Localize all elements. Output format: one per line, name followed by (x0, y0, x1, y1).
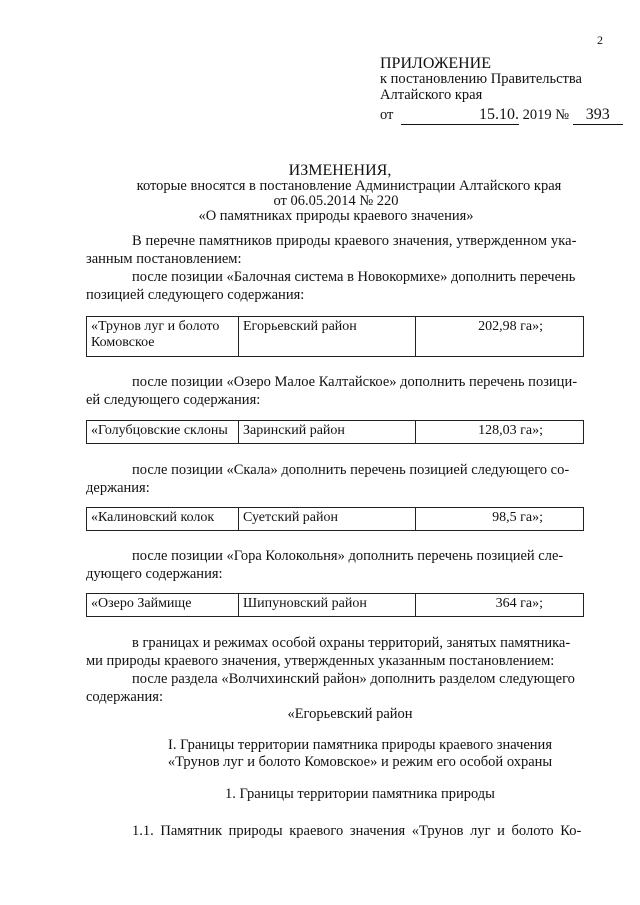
intro-p2b: позицией следующего содержания: (86, 287, 305, 303)
section-heading-1: I. Границы территории памятника природы краевого значения (168, 737, 552, 753)
mid-p7b: содержания: (86, 689, 164, 705)
heading-line1: которые вносятся в постановление Администрации Алтайского края (136, 178, 562, 194)
from-label: от (380, 107, 394, 123)
appendix-line2: Алтайского края (380, 87, 483, 103)
mid-p4: после позиции «Скала» дополнить перечень позицией следующего со- (132, 462, 570, 478)
mid-p3b: ей следующего содержания: (86, 392, 261, 408)
row-district: Суетский район (239, 508, 416, 530)
row-name-cont: Комовское (91, 335, 155, 350)
number-label: № (555, 107, 570, 123)
table-row (86, 593, 584, 617)
table-row (86, 420, 584, 444)
row-area: 128,03 га»; (478, 423, 543, 438)
page-number: 2 (597, 33, 603, 47)
section-district: «Егорьевский район (287, 706, 413, 722)
section-heading-2: 1. Границы территории памятника природы (225, 786, 495, 802)
intro-p2: после позиции «Балочная система в Новокормихе» дополнить перечень (132, 269, 576, 285)
row-district: Заринский район (239, 421, 416, 443)
row-district: Егорьевский район (239, 317, 416, 356)
row-district: Шипуновский район (239, 594, 416, 616)
year-value: 2019 (522, 107, 552, 123)
row-name: «Озеро Займище (87, 594, 239, 616)
date-underline (401, 106, 519, 125)
mid-p5: после позиции «Гора Колокольня» дополнить перечень позицией сле- (132, 548, 564, 564)
row-name: «Трунов луг и болото (91, 319, 220, 334)
row-name: «Калиновский колок (87, 508, 239, 530)
section-heading-1b: «Трунов луг и болото Комовское» и режим его особой охраны (167, 754, 553, 770)
appendix-date-line (380, 106, 623, 125)
row-area: 98,5 га»; (492, 510, 543, 525)
row-area: 364 га»; (495, 596, 543, 611)
mid-p5b: дующего содержания: (86, 566, 223, 582)
mid-p7: после раздела «Волчихинский район» дополнить разделом следующего (132, 671, 575, 687)
intro-p1b: занным постановлением: (86, 251, 242, 267)
appendix-line1: к постановлению Правительства (380, 71, 582, 87)
row-area: 202,98 га»; (478, 319, 543, 334)
mid-p6b: ми природы краевого значения, утвержденных указанным постановлением: (86, 653, 555, 669)
intro-p1: В перечне памятников природы краевого значения, утвержденном ука- (132, 233, 577, 249)
number-underline (573, 106, 623, 125)
date-value: 15.10. (479, 106, 520, 123)
mid-p4b: держания: (86, 480, 150, 496)
table-row (86, 507, 584, 531)
heading-line2: от 06.05.2014 № 220 (273, 193, 399, 209)
row-name: «Голубцовские склоны (87, 421, 239, 443)
mid-p6: в границах и режимах особой охраны территорий, занятых памятника- (132, 635, 571, 651)
mid-p3: после позиции «Озеро Малое Калтайское» дополнить перечень позици- (132, 374, 578, 390)
section-text-1-1: 1.1. Памятник природы краевого значения «Трунов луг и болото Ко- (132, 823, 582, 839)
number-value: 393 (585, 106, 610, 123)
table-row (86, 316, 584, 357)
heading-line3: «О памятниках природы краевого значения» (198, 208, 474, 224)
row-name-cell (87, 317, 239, 356)
heading-title: ИЗМЕНЕНИЯ, (288, 162, 392, 179)
appendix-title: ПРИЛОЖЕНИЕ (380, 55, 492, 72)
